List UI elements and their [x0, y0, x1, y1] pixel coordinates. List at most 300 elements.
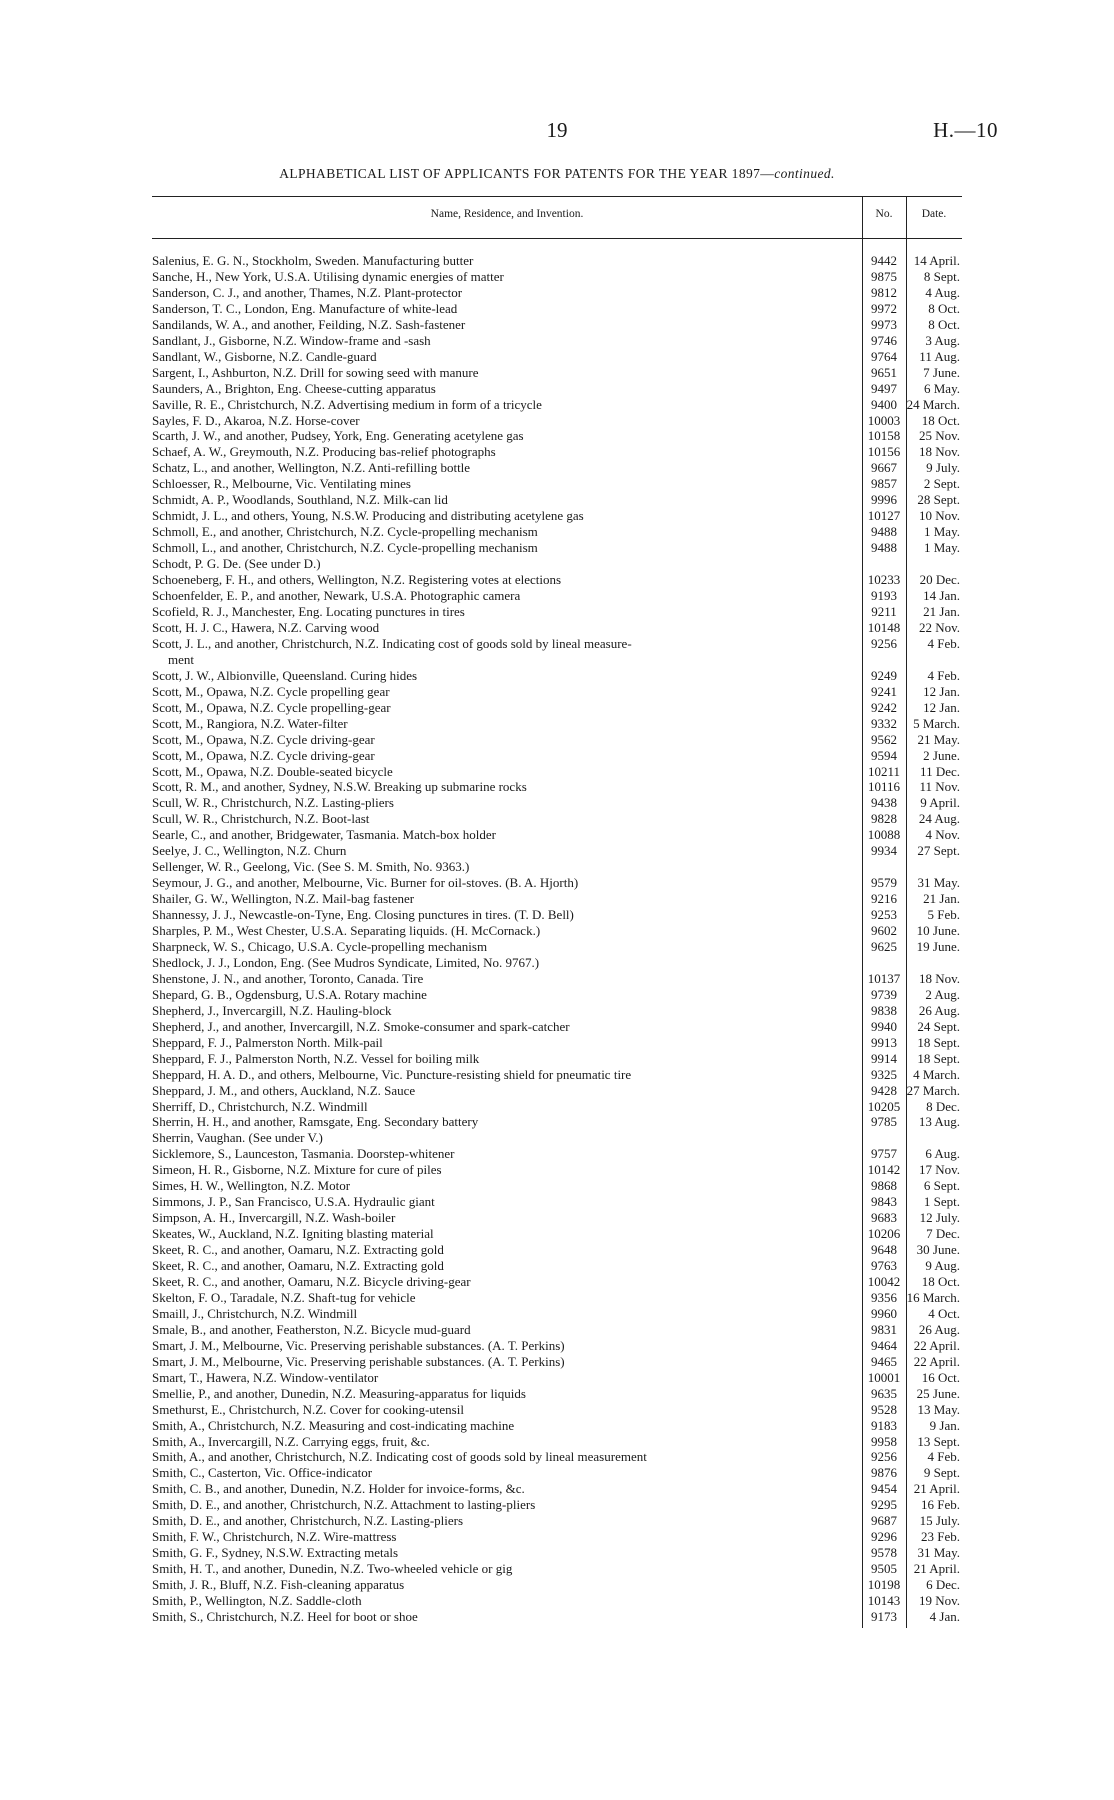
patent-number: 10148	[867, 619, 901, 635]
table-row	[152, 1226, 962, 1242]
patent-number: 9960	[871, 1305, 897, 1321]
patent-date: 4 Jan.	[929, 1609, 960, 1625]
patent-date: 9 Sept.	[923, 1465, 960, 1481]
table-row	[152, 636, 962, 652]
table-row	[152, 253, 962, 269]
table-row	[152, 700, 962, 716]
patent-date: 8 Sept.	[923, 268, 960, 284]
table-row	[152, 1481, 962, 1497]
applicant-entry: Sherriff, D., Christchurch, N.Z. Windmill	[152, 1098, 368, 1114]
patent-date: 11 Aug.	[919, 348, 960, 364]
patent-date: 27 March.	[906, 1082, 960, 1098]
patent-number: 9216	[871, 891, 897, 907]
patent-date: 9 April.	[920, 795, 960, 811]
table-row	[152, 1162, 962, 1178]
table-row	[152, 1386, 962, 1402]
applicant-entry: Scofield, R. J., Manchester, Eng. Locating punctures in tires	[152, 603, 465, 619]
patent-date: 31 May.	[917, 1545, 960, 1561]
applicant-entry: Searle, C., and another, Bridgewater, Tasmania. Match-box holder	[152, 827, 497, 843]
patent-date: 10 June.	[916, 923, 960, 939]
applicant-entry: Smith, P., Wellington, N.Z. Saddle-cloth	[152, 1593, 362, 1609]
patent-number	[862, 1130, 906, 1146]
table-row	[152, 1035, 962, 1051]
patent-number: 9528	[871, 1401, 897, 1417]
table-top-rule	[152, 196, 962, 197]
patent-date: 28 Sept.	[917, 492, 960, 508]
patent-number: 9242	[871, 699, 897, 715]
patent-date: 20 Dec.	[919, 572, 960, 588]
applicant-entry: Smith, S., Christchurch, N.Z. Heel for boot or shoe	[152, 1609, 418, 1625]
patent-date: 17 Nov.	[918, 1162, 960, 1178]
applicant-entry: Saville, R. E., Christchurch, N.Z. Advertising medium in form of a tricycle	[152, 396, 542, 412]
patent-number: 9914	[871, 1050, 897, 1066]
table-row	[152, 891, 962, 907]
table-row	[152, 1322, 962, 1338]
applicant-entry: Scott, J. L., and another, Christchurch, N.Z. Indicating cost of goods sold by lineal measure-	[152, 635, 632, 651]
patent-date: 14 Jan.	[923, 588, 960, 604]
table-row	[152, 1561, 962, 1577]
patent-number: 10127	[867, 508, 901, 524]
patent-date: 13 May.	[917, 1401, 960, 1417]
patent-date: 12 Jan.	[923, 683, 960, 699]
patent-number: 9812	[871, 284, 897, 300]
patent-date: 31 May.	[917, 875, 960, 891]
patent-date: 18 Sept.	[917, 1034, 960, 1050]
title-continued: continued.	[774, 166, 835, 181]
patent-date: 24 Aug.	[918, 811, 960, 827]
table-row	[152, 987, 962, 1003]
applicant-entry: Saunders, A., Brighton, Eng. Cheese-cutting apparatus	[152, 380, 436, 396]
patent-date: 4 Nov.	[925, 827, 960, 843]
applicant-entry: Schmoll, L., and another, Christchurch, N.Z. Cycle-propelling mechanism	[152, 540, 538, 556]
table-row	[152, 923, 962, 939]
applicant-entry: Shannessy, J. J., Newcastle-on-Tyne, Eng. Closing punctures in tires. (T. D. Bell)	[152, 907, 574, 923]
patent-number: 10205	[867, 1098, 901, 1114]
patent-number: 9763	[871, 1258, 897, 1274]
table-row	[152, 795, 962, 811]
patent-number: 9211	[871, 603, 897, 619]
applicant-entry: Shenstone, J. N., and another, Toronto, Canada. Tire	[152, 970, 424, 986]
applicant-entry: Skeet, R. C., and another, Oamaru, N.Z. Extracting gold	[152, 1258, 444, 1274]
table-row	[152, 333, 962, 349]
applicant-entry: Schaef, A. W., Greymouth, N.Z. Producing bas-relief photographs	[152, 444, 496, 460]
patent-date: 4 Oct.	[928, 1305, 960, 1321]
patent-date	[906, 1130, 962, 1146]
patent-number: 9497	[871, 380, 897, 396]
patent-number: 9687	[871, 1513, 897, 1529]
patent-number: 9488	[871, 540, 897, 556]
table-row	[152, 1130, 962, 1146]
applicant-entry: Smellie, P., and another, Dunedin, N.Z. Measuring-apparatus for liquids	[152, 1385, 526, 1401]
patent-number: 10001	[867, 1369, 901, 1385]
patent-number: 10088	[867, 827, 901, 843]
table-row	[152, 1083, 962, 1099]
table-row	[152, 748, 962, 764]
patent-date: 4 Feb.	[927, 635, 960, 651]
table-row	[152, 1178, 962, 1194]
applicant-entry: Scull, W. R., Christchurch, N.Z. Boot-last	[152, 811, 370, 827]
table-row	[152, 413, 962, 429]
patent-number	[862, 556, 906, 572]
patent-number: 9757	[871, 1146, 897, 1162]
applicant-entry: Salenius, E. G. N., Stockholm, Sweden. Manufacturing butter	[152, 253, 474, 268]
patent-number: 9667	[871, 460, 897, 476]
applicant-entry: Seelye, J. C., Wellington, N.Z. Churn	[152, 843, 347, 859]
table-row	[152, 1418, 962, 1434]
applicant-entry: Smith, A., Invercargill, N.Z. Carrying eggs, fruit, &c.	[152, 1433, 430, 1449]
patent-date: 24 March.	[906, 396, 960, 412]
table-row	[152, 1465, 962, 1481]
applicant-entry: Smart, J. M., Melbourne, Vic. Preserving perishable substances. (A. T. Perkins)	[152, 1353, 565, 1369]
patent-number: 9356	[871, 1289, 897, 1305]
patent-date: 27 Sept.	[917, 843, 960, 859]
patent-date: 23 Feb.	[921, 1529, 960, 1545]
table-row	[152, 1306, 962, 1322]
patent-number: 9843	[871, 1194, 897, 1210]
table-row	[152, 397, 962, 413]
applicant-entry: Smith, C. B., and another, Dunedin, N.Z. Holder for invoice-forms, &c.	[152, 1481, 525, 1497]
table-row	[152, 620, 962, 636]
patent-date: 9 Jan.	[929, 1417, 960, 1433]
patent-date: 14 April.	[913, 253, 960, 268]
patent-date: 24 Sept.	[917, 1018, 960, 1034]
applicant-entry: Smith, G. F., Sydney, N.S.W. Extracting metals	[152, 1545, 399, 1561]
applicant-entry: Scull, W. R., Christchurch, N.Z. Lasting-pliers	[152, 795, 394, 811]
applicant-entry: Sheppard, F. J., Palmerston North, N.Z. Vessel for boiling milk	[152, 1050, 480, 1066]
applicant-entry: Sayles, F. D., Akaroa, N.Z. Horse-cover	[152, 412, 360, 428]
applicant-entry: Seymour, J. G., and another, Melbourne, Vic. Burner for oil-stoves. (B. A. Hjorth)	[152, 875, 579, 891]
table-row	[152, 1003, 962, 1019]
table-row	[152, 668, 962, 684]
patent-number: 9913	[871, 1034, 897, 1050]
table-row	[152, 349, 962, 365]
patent-number: 9857	[871, 476, 897, 492]
applicant-entry: Sheppard, J. M., and others, Auckland, N.Z. Sauce	[152, 1082, 416, 1098]
patent-date: 18 Oct.	[921, 412, 960, 428]
table-row	[152, 1609, 962, 1625]
patent-date: 1 May.	[924, 524, 960, 540]
patent-date	[906, 859, 962, 875]
patent-number: 9635	[871, 1385, 897, 1401]
table-row	[152, 907, 962, 923]
page-title	[0, 166, 1114, 182]
applicant-entry: Sanderson, T. C., London, Eng. Manufacture of white-lead	[152, 300, 458, 316]
table-row	[152, 811, 962, 827]
patent-date: 16 Oct.	[921, 1369, 960, 1385]
patent-number: 10143	[867, 1593, 901, 1609]
table-row	[152, 1370, 962, 1386]
patent-date	[906, 652, 962, 668]
table-row	[152, 1577, 962, 1593]
applicant-entry: Skelton, F. O., Taradale, N.Z. Shaft-tug for vehicle	[152, 1289, 416, 1305]
table-row	[152, 843, 962, 859]
patent-date: 26 Aug.	[918, 1002, 960, 1018]
applicant-entry: Schodt, P. G. De. (See under D.)	[152, 556, 321, 572]
applicant-entry: Scott, M., Opawa, N.Z. Cycle propelling-gear	[152, 699, 391, 715]
applicant-entry: Smart, T., Hawera, N.Z. Window-ventilator	[152, 1369, 379, 1385]
patent-date: 18 Nov.	[918, 444, 960, 460]
patent-number: 9958	[871, 1433, 897, 1449]
table-row	[152, 1067, 962, 1083]
patent-number: 9648	[871, 1242, 897, 1258]
table-row	[152, 285, 962, 301]
patent-number: 9505	[871, 1561, 897, 1577]
patent-number: 9438	[871, 795, 897, 811]
applicant-entry: Smith, H. T., and another, Dunedin, N.Z. Two-wheeled vehicle or gig	[152, 1561, 513, 1577]
table-row	[152, 1449, 962, 1465]
patent-date: 10 Nov.	[918, 508, 960, 524]
patent-number: 9173	[871, 1609, 897, 1625]
table-row	[152, 1242, 962, 1258]
table-row	[152, 971, 962, 987]
patent-number	[862, 955, 906, 971]
patent-number: 9602	[871, 923, 897, 939]
patent-number: 9295	[871, 1497, 897, 1513]
table-row	[152, 1146, 962, 1162]
applicant-entry: Scott, M., Opawa, N.Z. Cycle propelling gear	[152, 683, 390, 699]
patent-date: 5 March.	[913, 715, 960, 731]
table-row	[152, 301, 962, 317]
patent-number: 10003	[867, 412, 901, 428]
table-row	[152, 1434, 962, 1450]
patent-number: 9764	[871, 348, 897, 364]
patent-date: 30 June.	[916, 1242, 960, 1258]
patent-date: 25 Nov.	[918, 428, 960, 444]
applicant-entry: Scott, M., Opawa, N.Z. Cycle driving-gear	[152, 731, 375, 747]
patent-date: 13 Aug.	[918, 1114, 960, 1130]
patent-number: 9996	[871, 492, 897, 508]
applicant-entry: Sargent, I., Ashburton, N.Z. Drill for sowing seed with manure	[152, 364, 479, 380]
table-row	[152, 317, 962, 333]
applicant-entry: Scott, M., Rangiora, N.Z. Water-filter	[152, 715, 348, 731]
patent-date: 4 Feb.	[927, 667, 960, 683]
patent-number: 9785	[871, 1114, 897, 1130]
patent-number: 10233	[867, 572, 901, 588]
patent-date: 18 Sept.	[917, 1050, 960, 1066]
patent-date: 16 Feb.	[921, 1497, 960, 1513]
patent-date: 4 March.	[913, 1066, 960, 1082]
table-header-rule	[152, 238, 962, 239]
table-row	[152, 1099, 962, 1115]
patent-number: 9253	[871, 907, 897, 923]
patent-number: 10142	[867, 1162, 901, 1178]
applicant-entry: Simpson, A. H., Invercargill, N.Z. Wash-boiler	[152, 1210, 396, 1226]
patent-date: 3 Aug.	[925, 332, 960, 348]
applicant-entry: Shepard, G. B., Ogdensburg, U.S.A. Rotary machine	[152, 986, 427, 1002]
patent-date: 1 May.	[924, 540, 960, 556]
applicant-entry: Simeon, H. R., Gisborne, N.Z. Mixture for cure of piles	[152, 1162, 442, 1178]
table-row	[152, 604, 962, 620]
applicant-entry: Smith, J. R., Bluff, N.Z. Fish-cleaning apparatus	[152, 1577, 405, 1593]
applicant-entry: Smith, A., Christchurch, N.Z. Measuring and cost-indicating machine	[152, 1417, 515, 1433]
patent-number: 9579	[871, 875, 897, 891]
applicant-entry: Simmons, J. P., San Francisco, U.S.A. Hydraulic giant	[152, 1194, 435, 1210]
applicant-entry: Sharpneck, W. S., Chicago, U.S.A. Cycle-propelling mechanism	[152, 938, 488, 954]
applicant-entry: Shepherd, J., and another, Invercargill, N.Z. Smoke-consumer and spark-catcher	[152, 1018, 570, 1034]
patent-number: 9651	[871, 364, 897, 380]
patent-number: 9465	[871, 1353, 897, 1369]
table-row	[152, 1402, 962, 1418]
applicant-entry: Skeet, R. C., and another, Oamaru, N.Z. Bicycle driving-gear	[152, 1274, 471, 1289]
table-row	[152, 859, 962, 875]
applicant-entry: Shailer, G. W., Wellington, N.Z. Mail-bag fastener	[152, 891, 415, 907]
table-row	[152, 684, 962, 700]
patent-date: 11 Dec.	[920, 763, 960, 779]
table-row	[152, 556, 962, 572]
patent-number: 9183	[871, 1417, 897, 1433]
patent-number: 9876	[871, 1465, 897, 1481]
applicant-entry: Sandilands, W. A., and another, Feilding, N.Z. Sash-fastener	[152, 316, 466, 332]
table-row	[152, 1258, 962, 1274]
applicant-entry: Sanderson, C. J., and another, Thames, N.Z. Plant-protector	[152, 284, 463, 300]
patent-date: 19 Nov.	[918, 1593, 960, 1609]
applicant-entry: Schloesser, R., Melbourne, Vic. Ventilating mines	[152, 476, 411, 492]
table-row	[152, 1210, 962, 1226]
applicant-entry: Smith, D. E., and another, Christchurch, N.Z. Lasting-pliers	[152, 1513, 464, 1529]
table-row	[152, 1051, 962, 1067]
table-row	[152, 716, 962, 732]
patent-date: 21 May.	[917, 731, 960, 747]
patent-date: 7 June.	[923, 364, 960, 380]
patent-date: 25 June.	[916, 1385, 960, 1401]
patent-date: 6 Sept.	[923, 1178, 960, 1194]
applicant-entry: Smethurst, E., Christchurch, N.Z. Cover for cooking-utensil	[152, 1401, 464, 1417]
patent-date	[906, 556, 962, 572]
applicant-entry: Sharples, P. M., West Chester, U.S.A. Separating liquids. (H. McCornack.)	[152, 923, 541, 939]
patent-number: 9428	[871, 1082, 897, 1098]
patent-number: 10206	[867, 1226, 901, 1242]
table-row	[152, 1354, 962, 1370]
patent-date	[906, 955, 962, 971]
patent-number: 9940	[871, 1018, 897, 1034]
patent-number: 9625	[871, 938, 897, 954]
patent-number: 9400	[871, 396, 897, 412]
patent-number: 9972	[871, 300, 897, 316]
applicant-entry: Skeet, R. C., and another, Oamaru, N.Z. Extracting gold	[152, 1242, 444, 1258]
patent-number: 9454	[871, 1481, 897, 1497]
patent-date: 19 June.	[916, 938, 960, 954]
table-row	[152, 381, 962, 397]
applicant-entry: Simes, H. W., Wellington, N.Z. Motor	[152, 1178, 351, 1194]
table-row	[152, 827, 962, 843]
patent-date: 12 July.	[919, 1210, 960, 1226]
table-row	[152, 1338, 962, 1354]
applicant-entry: Scarth, J. W., and another, Pudsey, York, Eng. Generating acetylene gas	[152, 428, 524, 444]
patent-number: 9325	[871, 1066, 897, 1082]
patent-date: 1 Sept.	[923, 1194, 960, 1210]
applicant-entry: Scott, R. M., and another, Sydney, N.S.W. Breaking up submarine rocks	[152, 779, 527, 795]
table-row	[152, 1194, 962, 1210]
table-row	[152, 1114, 962, 1130]
patent-number: 10158	[867, 428, 901, 444]
applicant-entry: Skeates, W., Auckland, N.Z. Igniting blasting material	[152, 1226, 434, 1242]
table-row	[152, 508, 962, 524]
applicant-entry: Scott, M., Opawa, N.Z. Double-seated bicycle	[152, 763, 393, 779]
table-row	[152, 476, 962, 492]
table-row	[152, 875, 962, 891]
patent-number: 9828	[871, 811, 897, 827]
column-header-date: Date.	[921, 208, 947, 220]
patent-number: 9249	[871, 667, 897, 683]
patent-number: 10198	[867, 1577, 901, 1593]
table-row	[152, 652, 962, 668]
patent-number: 9332	[871, 715, 897, 731]
patent-date: 6 Aug.	[925, 1146, 960, 1162]
applicant-entry: Sheppard, F. J., Palmerston North. Milk-pail	[152, 1034, 383, 1050]
patent-number: 9578	[871, 1545, 897, 1561]
document-reference: H.—10	[933, 118, 998, 142]
applicant-entry: Shedlock, J. J., London, Eng. (See Mudros Syndicate, Limited, No. 9767.)	[152, 954, 540, 970]
patent-date: 11 Nov.	[919, 779, 960, 795]
patent-date: 9 Aug.	[925, 1258, 960, 1274]
patent-number	[862, 652, 906, 668]
applicant-entry: Sandlant, W., Gisborne, N.Z. Candle-guard	[152, 348, 377, 364]
patent-date: 8 Oct.	[928, 316, 960, 332]
patent-number: 10137	[867, 970, 901, 986]
patent-date: 21 Jan.	[923, 603, 960, 619]
page-number: 19	[546, 118, 568, 142]
column-header-name: Name, Residence, and Invention.	[430, 208, 584, 220]
table-row	[152, 939, 962, 955]
applicant-list	[152, 253, 962, 1625]
applicant-entry: Sheppard, H. A. D., and others, Melbourne, Vic. Puncture-resisting shield for pneumatic tire	[152, 1066, 632, 1082]
table-row	[152, 955, 962, 971]
patent-number: 9241	[871, 683, 897, 699]
patent-date: 21 April.	[913, 1481, 960, 1497]
patent-number: 9442	[871, 253, 897, 268]
patent-date: 15 July.	[919, 1513, 960, 1529]
patent-number: 9868	[871, 1178, 897, 1194]
applicant-entry: Sherrin, H. H., and another, Ramsgate, Eng. Secondary battery	[152, 1114, 479, 1130]
table-row	[152, 365, 962, 381]
table-row	[152, 572, 962, 588]
patent-date: 16 March.	[906, 1289, 960, 1305]
patent-number: 9746	[871, 332, 897, 348]
applicant-entry: Sicklemore, S., Launceston, Tasmania. Doorstep-whitener	[152, 1146, 455, 1162]
applicant-entry: Scott, M., Opawa, N.Z. Cycle driving-gear	[152, 747, 375, 763]
applicant-entry: Schoeneberg, F. H., and others, Wellington, N.Z. Registering votes at elections	[152, 572, 562, 588]
applicant-entry: Schmoll, E., and another, Christchurch, N.Z. Cycle-propelling mechanism	[152, 524, 538, 540]
table-row	[152, 1019, 962, 1035]
table-row	[152, 524, 962, 540]
applicant-entry: Smith, A., and another, Christchurch, N.Z. Indicating cost of goods sold by lineal measurement	[152, 1449, 647, 1465]
patent-date: 2 June.	[923, 747, 960, 763]
patent-number: 9683	[871, 1210, 897, 1226]
patent-date: 13 Sept.	[917, 1433, 960, 1449]
table-row	[152, 460, 962, 476]
table-row	[152, 1529, 962, 1545]
table-row	[152, 269, 962, 285]
applicant-entry: Smaill, J., Christchurch, N.Z. Windmill	[152, 1305, 358, 1321]
patent-number: 9838	[871, 1002, 897, 1018]
patent-date: 12 Jan.	[923, 699, 960, 715]
patent-number: 9464	[871, 1337, 897, 1353]
patent-date: 6 Dec.	[926, 1577, 960, 1593]
patent-number	[862, 859, 906, 875]
patent-number: 10042	[867, 1274, 901, 1289]
patent-date: 18 Oct.	[921, 1274, 960, 1289]
title-text: ALPHABETICAL LIST OF APPLICANTS FOR PATENTS FOR THE YEAR 1897—	[279, 166, 775, 181]
table-row	[152, 492, 962, 508]
patent-number: 9739	[871, 986, 897, 1002]
table-row	[152, 444, 962, 460]
patent-number: 9562	[871, 731, 897, 747]
patent-date: 26 Aug.	[918, 1321, 960, 1337]
patent-date: 22 April.	[913, 1353, 960, 1369]
patent-date: 4 Aug.	[925, 284, 960, 300]
patent-date: 2 Sept.	[923, 476, 960, 492]
patent-number: 9973	[871, 316, 897, 332]
